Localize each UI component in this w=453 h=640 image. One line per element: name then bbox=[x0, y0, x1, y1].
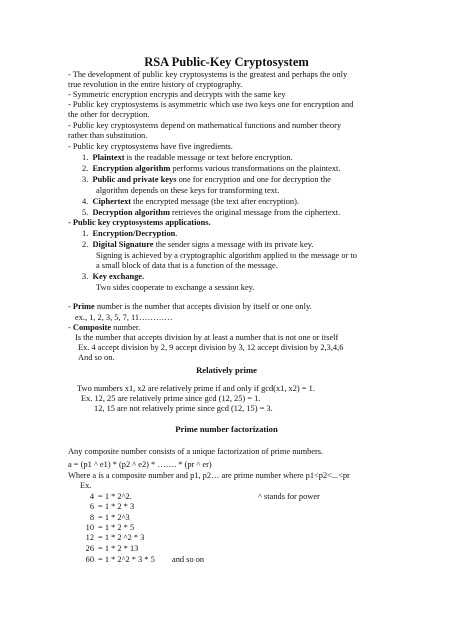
relatively-prime-line: 12, 15 are not relatively prime since gcd (12, 15) = 3. bbox=[94, 404, 273, 413]
list-text: one for encryption and one for decryption the bbox=[176, 175, 331, 184]
prime-definition bbox=[68, 302, 312, 312]
list-text: retrieves the original message from the ciphertext. bbox=[169, 208, 341, 217]
relatively-prime-line: Two numbers x1, x2 are relatively prime if and only if gcd(x1, x2) = 1. bbox=[77, 384, 315, 393]
composite-line: And so on. bbox=[78, 353, 115, 362]
list-number: 2. bbox=[82, 164, 89, 173]
page-title: RSA Public-Key Cryptosystem bbox=[144, 55, 309, 69]
intro-line: true revolution in the entire history of cryptography. bbox=[68, 80, 243, 89]
list-term: Decryption algorithm bbox=[92, 208, 170, 217]
factor-expression: = 1 * 2 * 13 bbox=[98, 544, 139, 553]
list-item bbox=[82, 229, 177, 239]
factorization-heading: Prime number factorization bbox=[175, 424, 278, 434]
factor-number: 60 bbox=[85, 555, 94, 564]
factor-expression: = 1 * 2 * 3 bbox=[98, 502, 135, 511]
list-term: Key exchange. bbox=[92, 272, 145, 281]
factor-number: 12 bbox=[85, 533, 94, 542]
list-text: performs various transformations on the plaintext. bbox=[170, 164, 341, 173]
composite-term: Composite bbox=[72, 323, 112, 332]
intro-line: - Symmetric encryption encrypts and decrypts with the same key bbox=[68, 90, 286, 99]
factor-number: 8 bbox=[89, 513, 94, 522]
intro-line: - Public key cryptosystems is asymmetric which use two keys one for encryption and bbox=[68, 100, 354, 109]
list-text: is the readable message or text before encryption. bbox=[124, 153, 293, 162]
factorization-line: Any composite number consists of a unique factorization of prime numbers. bbox=[68, 447, 324, 456]
intro-line: - The development of public key cryptosystems is the greatest and perhaps the only bbox=[68, 70, 348, 79]
intro-line: the other for decryption. bbox=[68, 110, 150, 119]
factor-number: 4 bbox=[89, 492, 94, 501]
list-item-continuation: a small block of data that is a function of the message. bbox=[96, 261, 278, 270]
factor-expression: = 1 * 2^2. bbox=[98, 492, 132, 501]
list-text: . bbox=[175, 229, 178, 238]
prime-prefix: - bbox=[68, 302, 73, 311]
factorization-formula: a = (p1 ^ e1) * (p2 ^ e2) * ……. * (pr ^ er) bbox=[68, 460, 212, 469]
factor-expression: = 1 * 2^3 bbox=[98, 513, 130, 522]
factor-expression: = 1 * 2^2 * 3 * 5 bbox=[98, 555, 155, 564]
factor-expression: = 1 * 2 ^2 * 3 bbox=[98, 533, 145, 542]
composite-line: Ex. 4 accept division by 2, 9 accept division by 3, 12 accept division by 2,3,4,6 bbox=[78, 343, 344, 352]
list-item bbox=[82, 164, 340, 174]
intro-line: - Public key cryptosystems have five ingredients. bbox=[68, 142, 233, 151]
factor-number: 26 bbox=[85, 544, 94, 553]
example-label: Ex. bbox=[80, 481, 92, 490]
applications-heading: - Public key cryptosystems applications. bbox=[68, 218, 211, 227]
relatively-prime-line: Ex. 12, 25 are relatively prime since gcd (12, 25) = 1. bbox=[81, 394, 261, 403]
list-term: Encryption algorithm bbox=[92, 164, 171, 173]
list-term: Encryption/Decryption bbox=[92, 229, 176, 238]
list-item-continuation: Signing is achieved by a cryptographic algorithm applied to the message or to bbox=[96, 251, 357, 260]
list-item bbox=[82, 272, 144, 282]
factor-number: 6 bbox=[89, 502, 94, 511]
list-number: 2. bbox=[82, 240, 89, 249]
list-item bbox=[82, 175, 331, 185]
power-note: ^ stands for power bbox=[258, 492, 320, 501]
composite-text: number. bbox=[111, 323, 141, 332]
list-item bbox=[82, 240, 313, 250]
list-number: 5. bbox=[82, 208, 89, 217]
factor-expression: = 1 * 2 * 5 bbox=[98, 523, 135, 532]
list-item bbox=[82, 153, 293, 163]
list-number: 4. bbox=[82, 197, 89, 206]
intro-line: - Public key cryptosystems depend on mathematical functions and number theory bbox=[68, 121, 342, 130]
composite-prefix: - bbox=[68, 323, 73, 332]
factorization-line: Where a is a composite number and p1, p2… are prime number where p1<p2<...<pr bbox=[68, 471, 350, 480]
factor-number: 10 bbox=[85, 523, 94, 532]
list-number: 3. bbox=[82, 175, 89, 184]
list-term: Plaintext bbox=[92, 153, 125, 162]
list-term: Digital Signature bbox=[92, 240, 154, 249]
and-so-on: and so on bbox=[172, 555, 205, 564]
list-number: 1. bbox=[82, 153, 89, 162]
composite-definition bbox=[68, 323, 140, 333]
list-text: the sender signs a message with its private key. bbox=[153, 240, 314, 249]
list-item bbox=[82, 208, 340, 218]
list-term: Ciphertext bbox=[92, 197, 132, 206]
composite-line: Is the number that accepts division by at least a number that is not one or itself bbox=[75, 333, 339, 342]
list-text: the encrypted message (the text after encryption). bbox=[131, 197, 299, 206]
list-item-continuation: Two sides cooperate to exchange a session key. bbox=[96, 283, 255, 292]
prime-text: number is the number that accepts division by itself or one only. bbox=[94, 302, 312, 311]
intro-line: rather than substitution. bbox=[68, 131, 148, 140]
list-term: Public and private keys bbox=[92, 175, 177, 184]
list-item-continuation: algorithm depends on these keys for transforming text. bbox=[96, 186, 280, 195]
prime-example: ex., 1, 2, 3, 5, 7, 11………… bbox=[75, 313, 173, 322]
prime-term: Prime bbox=[72, 302, 95, 311]
list-number: 1. bbox=[82, 229, 89, 238]
relatively-prime-heading: Relatively prime bbox=[196, 365, 257, 375]
list-item bbox=[82, 197, 299, 207]
list-number: 3. bbox=[82, 272, 89, 281]
